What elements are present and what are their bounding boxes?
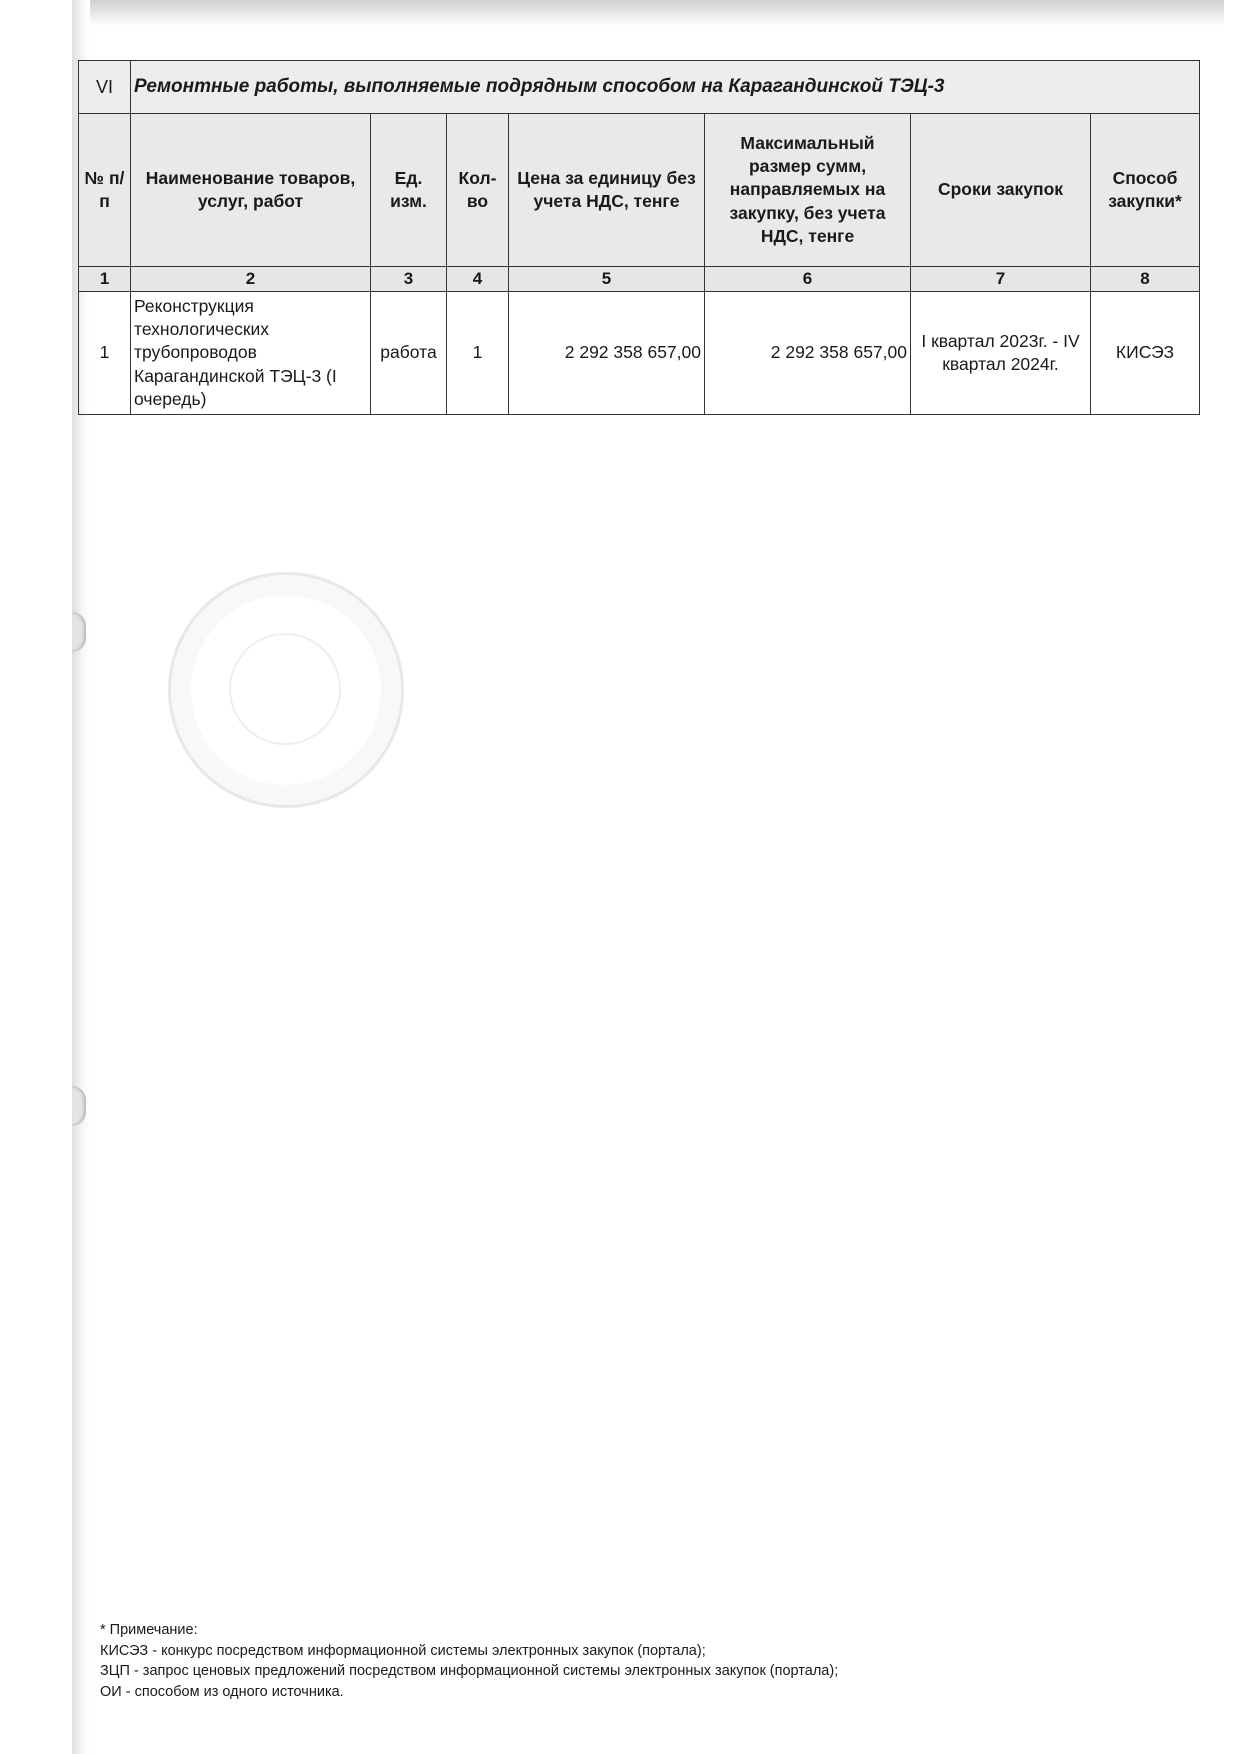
row-unit: работа [371, 292, 447, 415]
col-index-7: 7 [911, 267, 1091, 292]
header-row [79, 114, 1200, 267]
col-index-4: 4 [447, 267, 509, 292]
row-period: I квартал 2023г. - IV квартал 2024г. [911, 292, 1091, 415]
section-row [79, 61, 1200, 114]
col-header-unit-price: Цена за единицу без учета НДС, тенге [509, 114, 705, 267]
col-index-3: 3 [371, 267, 447, 292]
row-method: КИСЭЗ [1091, 292, 1200, 415]
col-header-period: Сроки закупок [911, 114, 1091, 267]
procurement-table [78, 60, 1200, 415]
col-index-8: 8 [1091, 267, 1200, 292]
row-name: Реконструкция технологических трубопроводов Карагандинской ТЭЦ-3 (I очередь) [131, 292, 371, 415]
row-unit-price: 2 292 358 657,00 [509, 292, 705, 415]
row-max-sum: 2 292 358 657,00 [705, 292, 911, 415]
scan-top-shadow [74, 0, 1224, 26]
col-header-qty: Кол-во [447, 114, 509, 267]
row-qty: 1 [447, 292, 509, 415]
faded-seal-stamp [168, 572, 404, 808]
footnote-line-zcp: ЗЦП - запрос ценовых предложений посредством информационной системы электронных закупок (портала); [100, 1663, 839, 1680]
col-index-2: 2 [131, 267, 371, 292]
table-row [79, 292, 1200, 415]
footnote-line-kisez: КИСЭЗ - конкурс посредством информационной системы электронных закупок (портала); [100, 1642, 706, 1659]
section-title: Ремонтные работы, выполняемые подрядным способом на Карагандинской ТЭЦ-3 [131, 61, 1200, 114]
section-number: VI [79, 61, 131, 114]
column-index-row [79, 267, 1200, 292]
row-num: 1 [79, 292, 131, 415]
col-index-1: 1 [79, 267, 131, 292]
col-index-6: 6 [705, 267, 911, 292]
col-header-name: Наименование товаров, услуг, работ [131, 114, 371, 267]
footnote [100, 1620, 1150, 1702]
footnote-line-oi: ОИ - способом из одного источника. [100, 1683, 344, 1700]
col-header-max-sum: Максимальный размер сумм, направляемых на закупку, без учета НДС, тенге [705, 114, 911, 267]
footnote-title: * Примечание: [100, 1622, 198, 1638]
col-header-unit: Ед. изм. [371, 114, 447, 267]
col-header-num: № п/п [79, 114, 131, 267]
col-index-5: 5 [509, 267, 705, 292]
col-header-method: Способ закупки* [1091, 114, 1200, 267]
